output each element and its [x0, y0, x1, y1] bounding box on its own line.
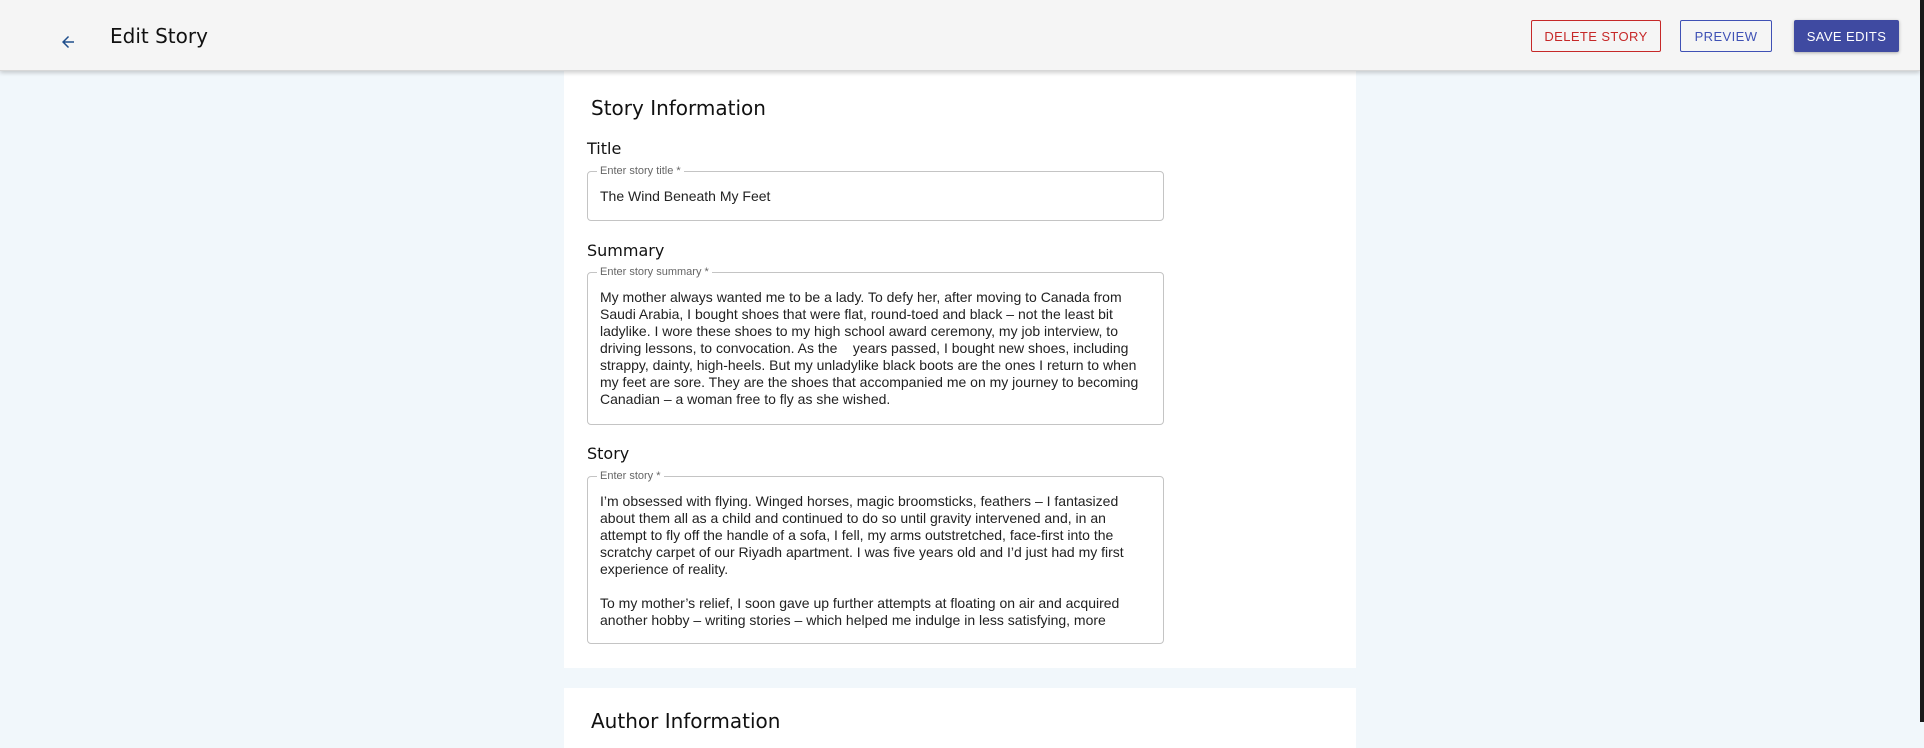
author-information-card	[564, 688, 1356, 748]
back-button[interactable]	[52, 26, 84, 58]
story-summary-legend: Enter story summary *	[597, 266, 712, 279]
story-body-value[interactable]: I’m obsessed with flying. Winged horses, magic broomsticks, feathers – I fantasized about them all as a child and continued to do so until gravity intervened and, in an attempt to fly off the handle of a sofa, I fell, my arms outstretched, face-first into the scratchy carpet of our Riyadh apartment. I was five years old and I’d just had my first experience of reality. To my mother’s relief, I soon gave up further attempts at floating on air and acquired another hobby – writing stories – which helped me indulge in less satisfying, more	[600, 493, 1124, 628]
story-information-heading: Story Information	[591, 96, 766, 120]
story-information-card	[564, 70, 1356, 668]
story-title-field[interactable]	[587, 165, 1164, 221]
save-edits-button[interactable]: SAVE EDITS	[1794, 20, 1899, 52]
story-summary-value[interactable]: My mother always wanted me to be a lady. To defy her, after moving to Canada from Saudi Arabia, I bought shoes that were flat, round-toed and black – not the least bit ladylike. I wore these shoes to my high school award ceremony, my job interview, to driving lessons, to convocation. As the years passed, I bought new shoes, including strappy, dainty, high-heels. But my unladylike black boots are the ones I return to when my feet are sore. They are the shoes that accompanied me on my journey to becoming Canadian – a woman free to fly as she wished.	[600, 289, 1143, 407]
scrollbar-edge[interactable]	[1920, 0, 1924, 722]
story-title-legend: Enter story title *	[597, 165, 684, 178]
story-title-value[interactable]: The Wind Beneath My Feet	[600, 188, 771, 204]
author-information-heading: Author Information	[591, 709, 781, 733]
story-body-legend: Enter story *	[597, 470, 664, 483]
delete-story-button[interactable]: DELETE STORY	[1531, 20, 1661, 52]
summary-label: Summary	[587, 241, 665, 260]
story-label: Story	[587, 444, 630, 463]
preview-button[interactable]: PREVIEW	[1680, 20, 1772, 52]
story-summary-field[interactable]	[587, 266, 1164, 425]
app-bar	[0, 0, 1920, 71]
story-body-field[interactable]	[587, 470, 1164, 644]
title-label: Title	[587, 139, 622, 158]
arrow-left-icon	[59, 33, 77, 51]
page-title: Edit Story	[110, 24, 208, 48]
